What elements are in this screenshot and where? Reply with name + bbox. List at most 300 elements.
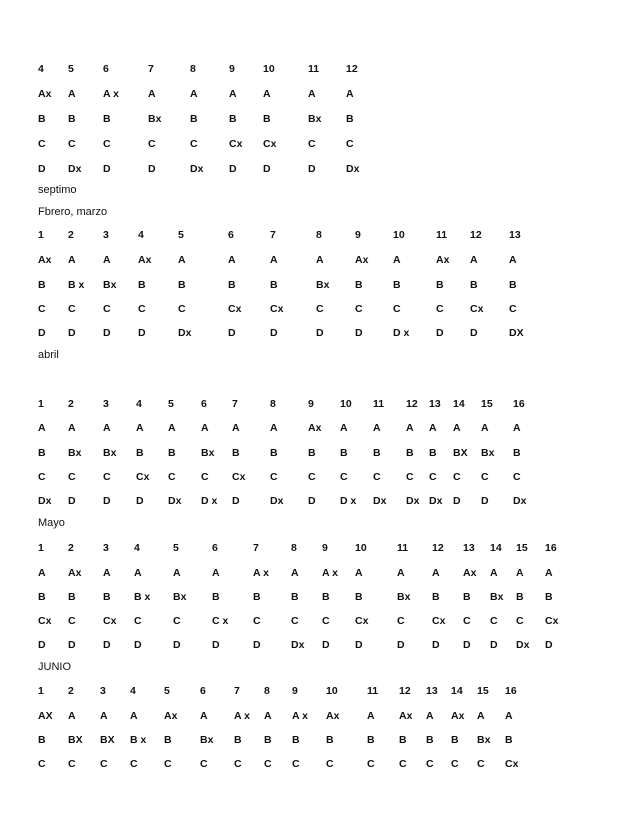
table-cell: A [201, 422, 209, 434]
table-cell: 7 [253, 542, 259, 554]
table-cell: 10 [263, 63, 275, 75]
table-cell: A [229, 88, 237, 100]
table-cell: C [426, 758, 434, 770]
table-cell: Ax [451, 710, 465, 722]
table-cell: B [340, 447, 348, 459]
table-cell: A x [292, 710, 308, 722]
table-cell: C [322, 615, 330, 627]
table-cell: B [470, 279, 478, 291]
table-cell: 4 [130, 685, 136, 697]
table-cell: 6 [212, 542, 218, 554]
table-cell: A [367, 710, 375, 722]
table-cell: A [136, 422, 144, 434]
table-cell: A [406, 422, 414, 434]
table-cell: B [232, 447, 240, 459]
table-cell: A [453, 422, 461, 434]
table-cell: A [516, 567, 524, 579]
table-cell: Ax [38, 88, 52, 100]
table-cell: C [234, 758, 242, 770]
table-cell: 8 [291, 542, 297, 554]
table-cell: C [38, 303, 46, 315]
table-cell: 1 [38, 398, 44, 410]
table-row [0, 638, 638, 654]
table-cell: D [263, 163, 271, 175]
table-cell: BX [453, 447, 468, 459]
table-cell: 13 [429, 398, 441, 410]
table-row [0, 757, 638, 773]
table-cell: A [168, 422, 176, 434]
table-cell: Bx [201, 447, 215, 459]
table-cell: D [463, 639, 471, 651]
table-cell: C [68, 471, 76, 483]
table-cell: A [38, 567, 46, 579]
table-cell: C [201, 471, 209, 483]
table-cell: 3 [103, 542, 109, 554]
table-cell: 2 [68, 685, 74, 697]
table-cell: C [148, 138, 156, 150]
table-cell: 2 [68, 229, 74, 241]
table-cell: B [505, 734, 513, 746]
table-cell: C [373, 471, 381, 483]
table-cell: C [134, 615, 142, 627]
table-cell: C [316, 303, 324, 315]
table-cell: B [212, 591, 220, 603]
table-cell: B [436, 279, 444, 291]
table-cell: B [103, 113, 111, 125]
table-cell: A [513, 422, 521, 434]
table-cell: Cx [545, 615, 559, 627]
table-cell: 11 [397, 542, 409, 554]
table-cell: B [138, 279, 146, 291]
table-cell: A [470, 254, 478, 266]
table-cell: Bx [68, 447, 82, 459]
section-heading: Mayo [38, 517, 65, 529]
table-cell: D [103, 163, 111, 175]
table-cell: Ax [138, 254, 152, 266]
table-cell: B [326, 734, 334, 746]
table-row [0, 137, 638, 153]
table-cell: Dx [406, 495, 420, 507]
table-cell: 4 [138, 229, 144, 241]
section-heading: JUNIO [38, 661, 71, 673]
table-cell: C [38, 758, 46, 770]
table-row [0, 253, 638, 269]
table-cell: DX [509, 327, 524, 339]
table-cell: B [355, 279, 363, 291]
table-cell: Bx [481, 447, 495, 459]
table-cell: D [134, 639, 142, 651]
table-cell: Cx [470, 303, 484, 315]
table-cell: A [481, 422, 489, 434]
table-cell: 9 [292, 685, 298, 697]
table-cell: B [68, 591, 76, 603]
section-heading: septimo [38, 184, 77, 196]
table-cell: BX [68, 734, 83, 746]
table-cell: B [168, 447, 176, 459]
table-cell: D [103, 495, 111, 507]
table-cell: C [264, 758, 272, 770]
table-cell: B [355, 591, 363, 603]
table-cell: 4 [136, 398, 142, 410]
table-cell: A x [322, 567, 338, 579]
table-cell: D [173, 639, 181, 651]
table-cell: C x [212, 615, 229, 627]
table-cell: B [406, 447, 414, 459]
table-cell: C [326, 758, 334, 770]
table-cell: 9 [308, 398, 314, 410]
table-row [0, 494, 638, 510]
table-cell: 16 [545, 542, 557, 554]
table-cell: B [291, 591, 299, 603]
table-cell: C [406, 471, 414, 483]
table-cell: A [68, 422, 76, 434]
table-cell: B [38, 279, 46, 291]
table-cell: 10 [393, 229, 405, 241]
table-cell: A [103, 422, 111, 434]
table-row [0, 162, 638, 178]
table-cell: C [308, 471, 316, 483]
table-row [0, 326, 638, 342]
table-row [0, 590, 638, 606]
table-row [0, 62, 638, 78]
table-cell: D [212, 639, 220, 651]
table-cell: C [509, 303, 517, 315]
table-cell: B [253, 591, 261, 603]
table-cell: Ax [308, 422, 322, 434]
table-cell: A [103, 254, 111, 266]
table-cell: B [513, 447, 521, 459]
table-cell: C [463, 615, 471, 627]
table-row [0, 302, 638, 318]
table-cell: D [232, 495, 240, 507]
table-cell: A [291, 567, 299, 579]
table-row [0, 470, 638, 486]
table-cell: D [253, 639, 261, 651]
table-cell: A [316, 254, 324, 266]
table-cell: C [103, 303, 111, 315]
table-cell: C [451, 758, 459, 770]
table-cell: D [453, 495, 461, 507]
table-row [0, 228, 638, 244]
table-cell: C [68, 758, 76, 770]
table-cell: B [432, 591, 440, 603]
table-cell: 10 [326, 685, 338, 697]
table-cell: A [340, 422, 348, 434]
table-cell: 8 [190, 63, 196, 75]
table-cell: B [68, 113, 76, 125]
table-cell: D [38, 639, 46, 651]
table-cell: B [178, 279, 186, 291]
table-cell: A [477, 710, 485, 722]
table-cell: 9 [322, 542, 328, 554]
table-cell: B [322, 591, 330, 603]
table-cell: Bx [397, 591, 411, 603]
table-cell: A [232, 422, 240, 434]
table-cell: 9 [229, 63, 235, 75]
table-cell: A x [103, 88, 119, 100]
table-cell: C [190, 138, 198, 150]
table-row [0, 566, 638, 582]
table-cell: D [355, 327, 363, 339]
table-cell: 6 [228, 229, 234, 241]
table-row [0, 446, 638, 462]
table-cell: 15 [516, 542, 528, 554]
table-cell: B [426, 734, 434, 746]
table-cell: 16 [505, 685, 517, 697]
table-cell: D [68, 495, 76, 507]
table-cell: Dx [168, 495, 182, 507]
table-cell: D [103, 327, 111, 339]
table-cell: Dx [270, 495, 284, 507]
table-cell: 7 [234, 685, 240, 697]
table-cell: B [228, 279, 236, 291]
table-cell: B x [130, 734, 147, 746]
table-cell: A [355, 567, 363, 579]
table-cell: Bx [103, 447, 117, 459]
table-cell: 5 [168, 398, 174, 410]
table-cell: Cx [432, 615, 446, 627]
table-cell: 16 [513, 398, 525, 410]
table-row [0, 112, 638, 128]
table-cell: Dx [291, 639, 305, 651]
table-cell: D [470, 327, 478, 339]
table-cell: 5 [178, 229, 184, 241]
table-cell: A [190, 88, 198, 100]
table-cell: B [38, 734, 46, 746]
table-cell: Bx [477, 734, 491, 746]
table-cell: B [346, 113, 354, 125]
table-cell: C [138, 303, 146, 315]
table-cell: 11 [308, 63, 320, 75]
table-cell: Cx [263, 138, 277, 150]
table-cell: A [270, 422, 278, 434]
table-cell: 14 [453, 398, 465, 410]
table-cell: C [68, 138, 76, 150]
table-cell: Dx [516, 639, 530, 651]
table-cell: C [346, 138, 354, 150]
table-cell: B [38, 447, 46, 459]
table-cell: B [38, 591, 46, 603]
table-cell: Bx [316, 279, 330, 291]
table-cell: A [490, 567, 498, 579]
table-cell: Ax [68, 567, 82, 579]
table-cell: B [263, 113, 271, 125]
table-cell: D [545, 639, 553, 651]
table-cell: 13 [509, 229, 521, 241]
table-cell: A [103, 567, 111, 579]
table-cell: Bx [173, 591, 187, 603]
table-cell: 15 [477, 685, 489, 697]
table-cell: A [134, 567, 142, 579]
table-cell: A [509, 254, 517, 266]
table-cell: B x [134, 591, 151, 603]
table-cell: D [308, 163, 316, 175]
table-cell: C [292, 758, 300, 770]
table-cell: B [164, 734, 172, 746]
table-cell: Bx [200, 734, 214, 746]
table-cell: Dx [38, 495, 52, 507]
table-cell: 3 [100, 685, 106, 697]
table-cell: 8 [270, 398, 276, 410]
table-cell: B [399, 734, 407, 746]
table-cell: C [516, 615, 524, 627]
table-cell: D [397, 639, 405, 651]
table-cell: 7 [270, 229, 276, 241]
table-cell: C [270, 471, 278, 483]
table-cell: C [253, 615, 261, 627]
table-cell: A [429, 422, 437, 434]
table-cell: A [148, 88, 156, 100]
table-cell: D [148, 163, 156, 175]
table-cell: A [68, 710, 76, 722]
table-cell: A [100, 710, 108, 722]
table-cell: A [68, 254, 76, 266]
table-cell: Cx [228, 303, 242, 315]
table-row [0, 684, 638, 700]
table-cell: 6 [200, 685, 206, 697]
table-cell: C [513, 471, 521, 483]
table-cell: C [178, 303, 186, 315]
table-cell: 4 [38, 63, 44, 75]
table-cell: C [340, 471, 348, 483]
table-cell: Ax [355, 254, 369, 266]
table-cell: Bx [490, 591, 504, 603]
table-cell: B [190, 113, 198, 125]
table-cell: A [173, 567, 181, 579]
table-cell: AX [38, 710, 53, 722]
table-row [0, 614, 638, 630]
table-row [0, 709, 638, 725]
table-cell: Dx [68, 163, 82, 175]
table-cell: Cx [136, 471, 150, 483]
table-cell: C [355, 303, 363, 315]
table-cell: 6 [103, 63, 109, 75]
table-cell: B [103, 591, 111, 603]
table-cell: 11 [367, 685, 379, 697]
table-cell: D [322, 639, 330, 651]
table-cell: 8 [316, 229, 322, 241]
table-cell: D [228, 327, 236, 339]
table-cell: 3 [103, 229, 109, 241]
table-cell: A x [253, 567, 269, 579]
table-cell: C [399, 758, 407, 770]
table-cell: A [432, 567, 440, 579]
table-cell: C [397, 615, 405, 627]
table-row [0, 421, 638, 437]
table-cell: 6 [201, 398, 207, 410]
table-cell: B [545, 591, 553, 603]
table-cell: Cx [229, 138, 243, 150]
table-cell: C [38, 138, 46, 150]
table-cell: B [308, 447, 316, 459]
table-cell: 1 [38, 542, 44, 554]
table-cell: 12 [399, 685, 411, 697]
table-cell: B [373, 447, 381, 459]
table-cell: C [130, 758, 138, 770]
table-cell: C [481, 471, 489, 483]
table-cell: A [393, 254, 401, 266]
table-cell: C [173, 615, 181, 627]
table-cell: Dx [513, 495, 527, 507]
table-cell: A [270, 254, 278, 266]
table-cell: D [103, 639, 111, 651]
table-cell: 3 [103, 398, 109, 410]
table-cell: D [270, 327, 278, 339]
section-heading: abril [38, 349, 59, 361]
table-cell: B [451, 734, 459, 746]
table-cell: A [373, 422, 381, 434]
table-cell: B [516, 591, 524, 603]
table-cell: A [212, 567, 220, 579]
table-cell: C [168, 471, 176, 483]
table-cell: 10 [340, 398, 352, 410]
table-cell: 2 [68, 542, 74, 554]
table-cell: A [426, 710, 434, 722]
table-cell: C [490, 615, 498, 627]
table-cell: 7 [232, 398, 238, 410]
table-cell: Dx [178, 327, 192, 339]
table-cell: A [264, 710, 272, 722]
table-cell: A [346, 88, 354, 100]
table-cell: D [490, 639, 498, 651]
table-cell: 5 [173, 542, 179, 554]
table-cell: D [138, 327, 146, 339]
table-cell: 14 [490, 542, 502, 554]
table-cell: C [291, 615, 299, 627]
table-cell: 13 [463, 542, 475, 554]
table-cell: Cx [355, 615, 369, 627]
table-cell: 7 [148, 63, 154, 75]
table-cell: Ax [463, 567, 477, 579]
table-cell: 11 [436, 229, 448, 241]
table-cell: A [228, 254, 236, 266]
table-cell: D x [340, 495, 357, 507]
table-cell: B [393, 279, 401, 291]
table-cell: Ax [326, 710, 340, 722]
table-cell: Bx [308, 113, 322, 125]
table-cell: A [68, 88, 76, 100]
table-cell: C [429, 471, 437, 483]
table-cell: BX [100, 734, 115, 746]
table-cell: B [136, 447, 144, 459]
table-cell: D x [393, 327, 410, 339]
table-cell: D [68, 639, 76, 651]
table-cell: Cx [505, 758, 519, 770]
table-cell: D [38, 327, 46, 339]
table-cell: B [264, 734, 272, 746]
table-cell: Cx [232, 471, 246, 483]
table-cell: D [308, 495, 316, 507]
table-cell: D [136, 495, 144, 507]
table-cell: 10 [355, 542, 367, 554]
table-cell: D x [201, 495, 218, 507]
table-cell: D [355, 639, 363, 651]
table-row [0, 397, 638, 413]
table-cell: C [308, 138, 316, 150]
table-cell: 5 [164, 685, 170, 697]
table-cell: C [200, 758, 208, 770]
table-cell: B [38, 113, 46, 125]
table-cell: 2 [68, 398, 74, 410]
table-cell: B [270, 447, 278, 459]
table-cell: B [292, 734, 300, 746]
table-cell: C [68, 615, 76, 627]
table-cell: D [481, 495, 489, 507]
table-cell: Bx [103, 279, 117, 291]
table-cell: C [436, 303, 444, 315]
table-cell: C [393, 303, 401, 315]
table-cell: A [130, 710, 138, 722]
